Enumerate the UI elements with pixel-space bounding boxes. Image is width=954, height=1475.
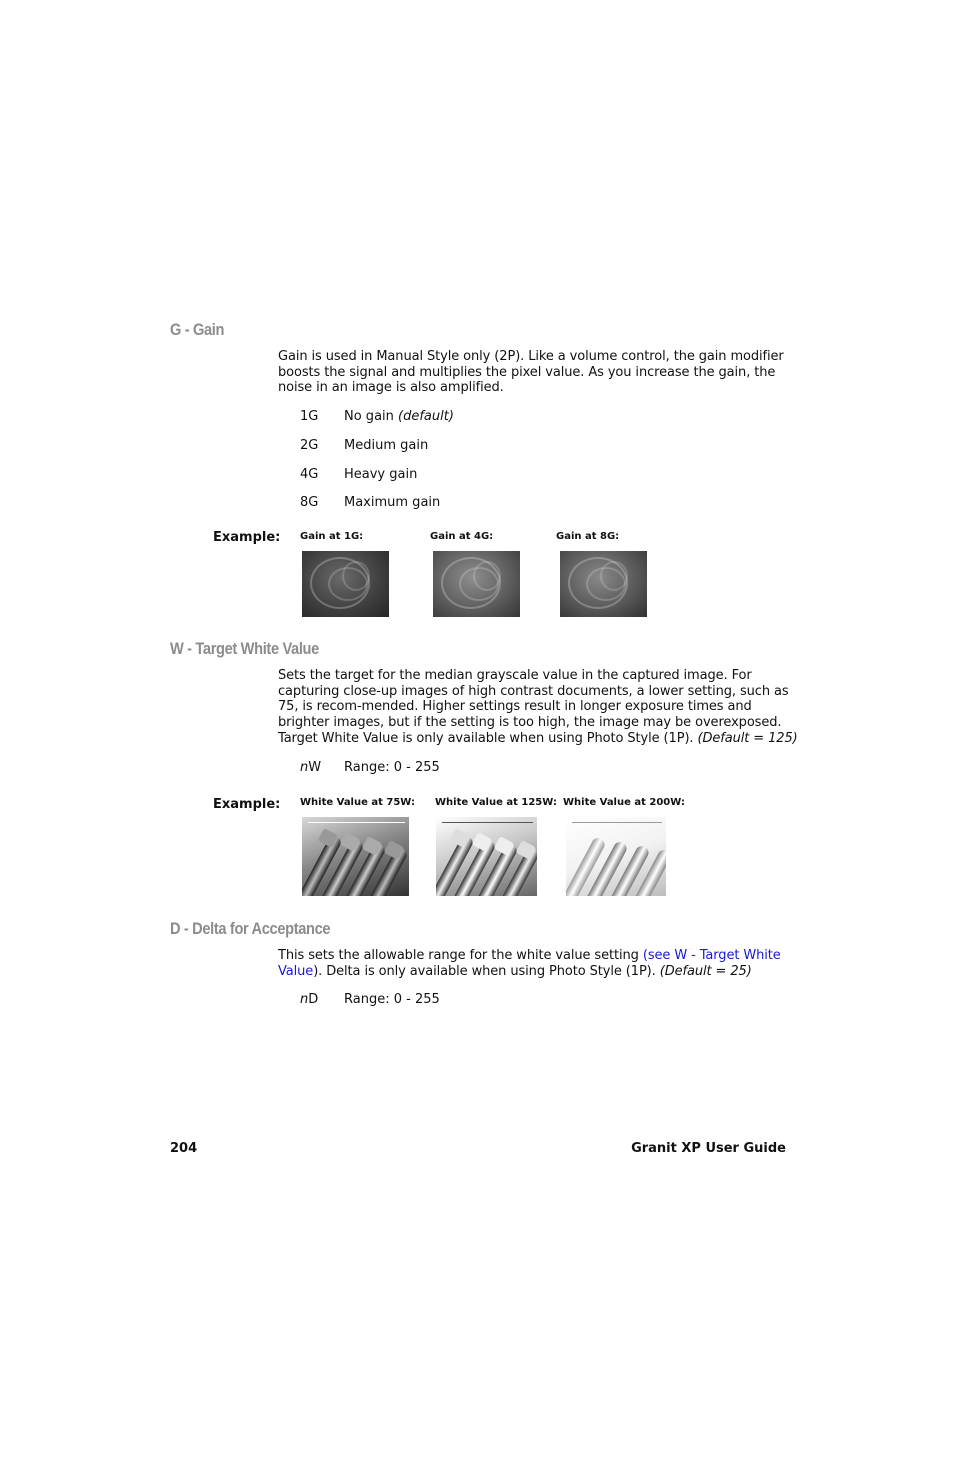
- guide-title: Granit XP User Guide: [631, 1141, 786, 1156]
- section-heading-gain: G - Gain: [170, 320, 225, 339]
- gain-option-code: 4G: [300, 467, 319, 482]
- gain-paragraph: Gain is used in Manual Style only (2P). Like a volume control, the gain modifier boosts the signal and multiplies the pixel value. As you increase the gain, the noise in an image is also amplified.: [278, 349, 784, 396]
- gain-caption-4g: Gain at 4G:: [430, 531, 494, 542]
- gain-option-desc: Maximum gain: [344, 495, 441, 510]
- delta-default-note: (Default = 25): [659, 963, 752, 979]
- section-heading-delta: D - Delta for Acceptance: [170, 919, 331, 938]
- gain-8g-image: [560, 551, 647, 617]
- gain-option-code: 2G: [300, 438, 319, 453]
- gain-option-desc: No gain (default): [344, 409, 454, 424]
- gain-caption-1g: Gain at 1G:: [300, 531, 364, 542]
- white-125w-image: [436, 817, 537, 896]
- white-option-code: nW: [300, 760, 322, 775]
- gain-4g-image: [433, 551, 520, 617]
- gain-default-note: (default): [398, 409, 454, 424]
- page-number: 204: [170, 1141, 198, 1156]
- white-75w-image: [302, 817, 409, 896]
- white-caption-125w: White Value at 125W:: [435, 797, 557, 808]
- gain-option-code: 1G: [300, 409, 319, 424]
- white-caption-200w: White Value at 200W:: [563, 797, 685, 808]
- delta-option-code: nD: [300, 992, 319, 1007]
- gain-1g-image: [302, 551, 389, 617]
- white-option-range: Range: 0 - 255: [344, 760, 440, 775]
- gain-option-desc: Heavy gain: [344, 467, 418, 482]
- gain-caption-8g: Gain at 8G:: [556, 531, 620, 542]
- white-caption-75w: White Value at 75W:: [300, 797, 416, 808]
- delta-option-range: Range: 0 - 255: [344, 992, 440, 1007]
- section-heading-white-value: W - Target White Value: [170, 639, 319, 658]
- white-200w-image: [566, 817, 666, 896]
- white-paragraph: Sets the target for the median grayscale value in the captured image. For capturing close-up images of high contrast documents, a lower setting, such as 75, is recom-mended. Higher settings result in longer exposure times and brighter images, but if the setting is too high, the image may be overexposed. Target White Value is only available when using Photo Style (1P). (Default = 125): [278, 668, 798, 746]
- gain-example-label: Example:: [213, 530, 281, 545]
- gain-option-desc: Medium gain: [344, 438, 429, 453]
- white-default-note: (Default = 125): [697, 730, 798, 746]
- see-target-white-value-link[interactable]: (see W - Target White Value: [278, 948, 781, 979]
- gain-option-code: 8G: [300, 495, 319, 510]
- white-example-label: Example:: [213, 797, 281, 812]
- delta-paragraph: This sets the allowable range for the white value setting (see W - Target White Value). Delta is only available when using Photo Style (1P). (Default = 25): [278, 948, 781, 979]
